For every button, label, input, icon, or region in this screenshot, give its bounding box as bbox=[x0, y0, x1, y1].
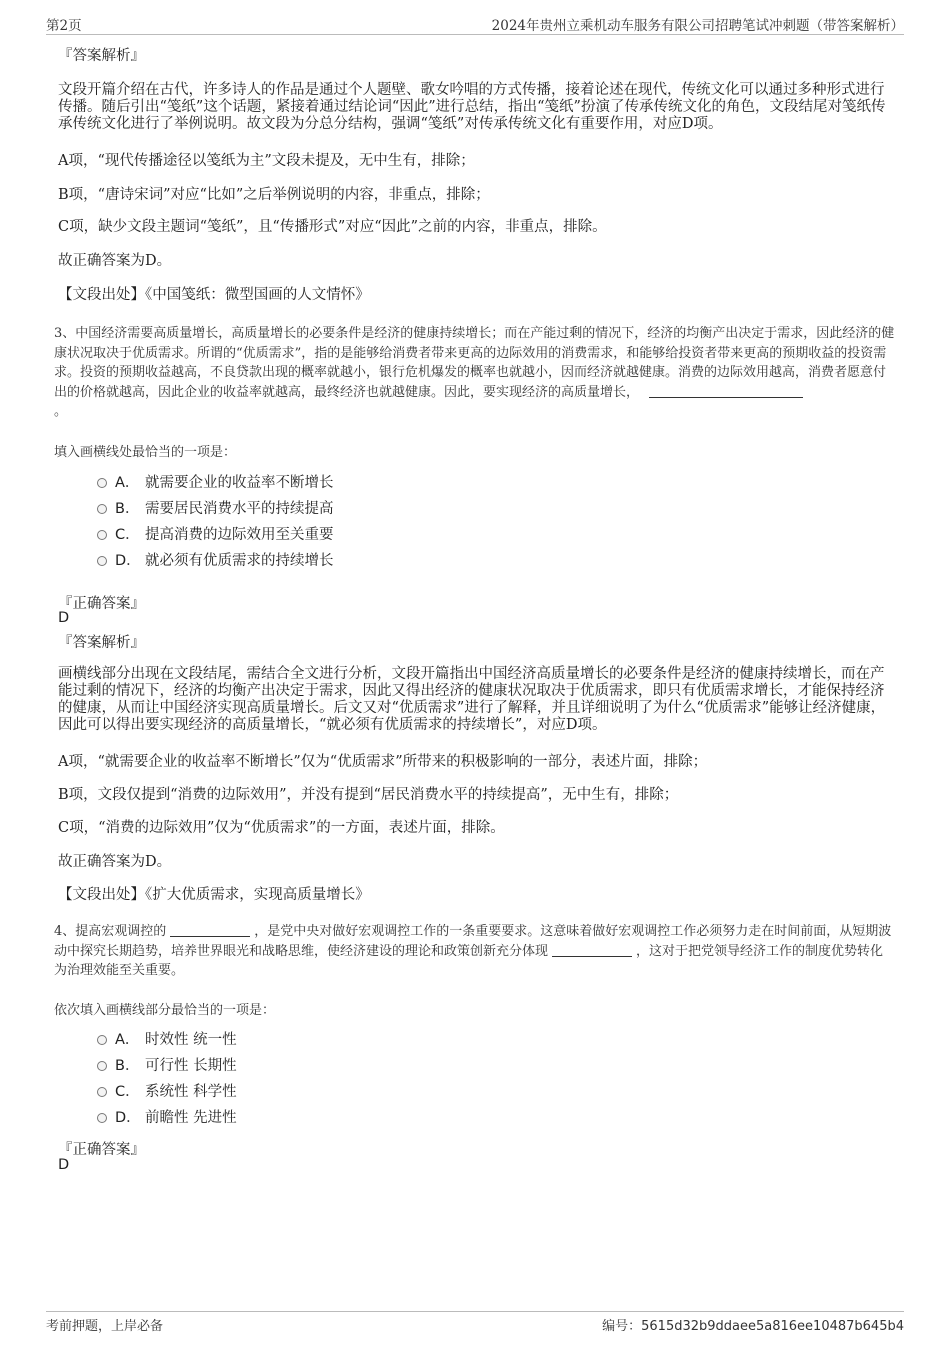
q2-analysis-heading: 『答案解析』 bbox=[58, 48, 145, 64]
page-footer bbox=[46, 1311, 904, 1335]
q3-option-d[interactable]: D． 就必须有优质需求的持续增长 bbox=[97, 553, 334, 570]
q3-end-mark: 。 bbox=[54, 404, 68, 419]
q4-correct-heading: 『正确答案』 bbox=[58, 1142, 145, 1158]
q3-analysis: 画横线部分出现在文段结尾，需结合全文进行分析，文段开篇指出中国经济高质量增长的必要条件是经济的健康持续增长，而在产能过剩的情况下，经济的均衡产出决定于需求，因此又得出经济的健康状况取决于优质需求，即只有优质需求增长，才能保持经济的健康，从而让中国经济实现高质量增长。后文又对“优质需求”进行了解释，并且详细说明了为什么“优质需求”能够让经济健康，因此可以得出要实现经济的高质量增长，“就必须有优质需求的持续增长”，对应D项。 bbox=[58, 666, 886, 733]
q3-option-c-note: C项，“消费的边际效用”仅为“优质需求”的一方面，表述片面，排除。 bbox=[58, 820, 505, 836]
q3-option-c[interactable]: C． 提高消费的边际效用至关重要 bbox=[97, 527, 334, 544]
q2-conclusion: 故正确答案为D。 bbox=[58, 253, 172, 269]
radio-button[interactable] bbox=[97, 530, 107, 540]
fill-blank-1 bbox=[170, 924, 250, 937]
q3-correct-answer: D bbox=[58, 610, 70, 626]
q2-option-c-note: C项，缺少文段主题词“笺纸”，且“传播形式”对应“因此”之前的内容，非重点，排除。 bbox=[58, 219, 607, 235]
radio-button[interactable] bbox=[97, 1035, 107, 1045]
radio-button[interactable] bbox=[97, 504, 107, 514]
q3-prompt: 填入画横线处最恰当的一项是： bbox=[54, 445, 237, 460]
document-id: 编号：5615d32b9ddaee5a816ee10487b645b4 bbox=[602, 1319, 904, 1334]
fill-blank bbox=[649, 385, 803, 398]
q2-analysis: 文段开篇介绍在古代，许多诗人的作品是通过个人题壁、歌女吟唱的方式传播，接着论述在现代，传统文化可以通过多种形式进行传播。随后引出“笺纸”这个话题，紧接着通过结论词“因此”进行总结，指出“笺纸”扮演了传承传统文化的角色，文段结尾对笺纸传承传统文化进行了举例说明。故文段为分总分结构，强调“笺纸”对传承传统文化有重要作用，对应D项。 bbox=[58, 82, 886, 132]
q4-correct-answer: D bbox=[58, 1157, 70, 1173]
q3-conclusion: 故正确答案为D。 bbox=[58, 854, 172, 870]
page-header bbox=[46, 14, 904, 35]
fill-blank-2 bbox=[552, 944, 632, 957]
radio-button[interactable] bbox=[97, 478, 107, 488]
page-number: 第2页 bbox=[46, 18, 82, 34]
q2-option-a-note: A项，“现代传播途径以笺纸为主”文段未提及，无中生有，排除； bbox=[58, 153, 475, 169]
radio-button[interactable] bbox=[97, 1113, 107, 1123]
q3-option-a[interactable]: A． 就需要企业的收益率不断增长 bbox=[97, 475, 334, 492]
q3-source: 【文段出处】《扩大优质需求，实现高质量增长》 bbox=[58, 887, 370, 903]
q3-option-b[interactable]: B． 需要居民消费水平的持续提高 bbox=[97, 501, 334, 518]
q4-option-c[interactable]: C． 系统性 科学性 bbox=[97, 1084, 237, 1101]
q3-correct-heading: 『正确答案』 bbox=[58, 596, 145, 612]
q3-stem-text: 3、中国经济需要高质量增长，高质量增长的必要条件是经济的健康持续增长；而在产能过剩的情况下，经济的均衡产出决定于需求，因此经济的健康状况取决于优质需求。所谓的“优质需求”，指的是能够给消费者带来更高的边际效用的消费需求，和能够给投资者带来更高的预期收益的投资需求。投资的预期收益越高，不良贷款出现的概率就越小，银行危机爆发的概率也就越小，因而经济就越健康。消费的边际效用越高，消费者愿意付出的价格就越高，因此企业的收益率就越高，最终经济也就越健康。因此，要实现经济的高质量增长， bbox=[54, 326, 895, 400]
q3-option-b-note: B项，文段仅提到“消费的边际效用”，并没有提到“居民消费水平的持续提高”，无中生有，排除； bbox=[58, 787, 679, 803]
q4-option-b[interactable]: B． 可行性 长期性 bbox=[97, 1058, 237, 1075]
radio-button[interactable] bbox=[97, 556, 107, 566]
q3-option-a-note: A项，“就需要企业的收益率不断增长”仅为“优质需求”所带来的积极影响的一部分，表述片面，排除； bbox=[58, 754, 708, 770]
q4-prompt: 依次填入画横线部分最恰当的一项是： bbox=[54, 1003, 276, 1018]
q3-analysis-heading: 『答案解析』 bbox=[58, 635, 145, 651]
q3-stem bbox=[54, 324, 896, 422]
q4-option-a[interactable]: A． 时效性 统一性 bbox=[97, 1032, 237, 1049]
document-title: 2024年贵州立乘机动车服务有限公司招聘笔试冲刺题（带答案解析） bbox=[491, 18, 904, 34]
q2-source: 【文段出处】《中国笺纸：微型国画的人文情怀》 bbox=[58, 287, 370, 303]
q2-option-b-note: B项，“唐诗宋词”对应“比如”之后举例说明的内容，非重点，排除； bbox=[58, 187, 490, 203]
q4-option-d[interactable]: D． 前瞻性 先进性 bbox=[97, 1110, 237, 1127]
radio-button[interactable] bbox=[97, 1061, 107, 1071]
radio-button[interactable] bbox=[97, 1087, 107, 1097]
footer-slogan: 考前押题，上岸必备 bbox=[46, 1319, 164, 1334]
q4-stem: 4、提高宏观调控的 ，是党中央对做好宏观调控工作的一条重要要求。这意味着做好宏观调控工作必须努力走在时间前面，从短期波动中探究长期趋势，培养世界眼光和战略思维，使经济建设的理论和政策创新充分体现 ，这对于把党领导经济工作的制度优势转化为治理效能至关重要。 bbox=[54, 924, 892, 978]
